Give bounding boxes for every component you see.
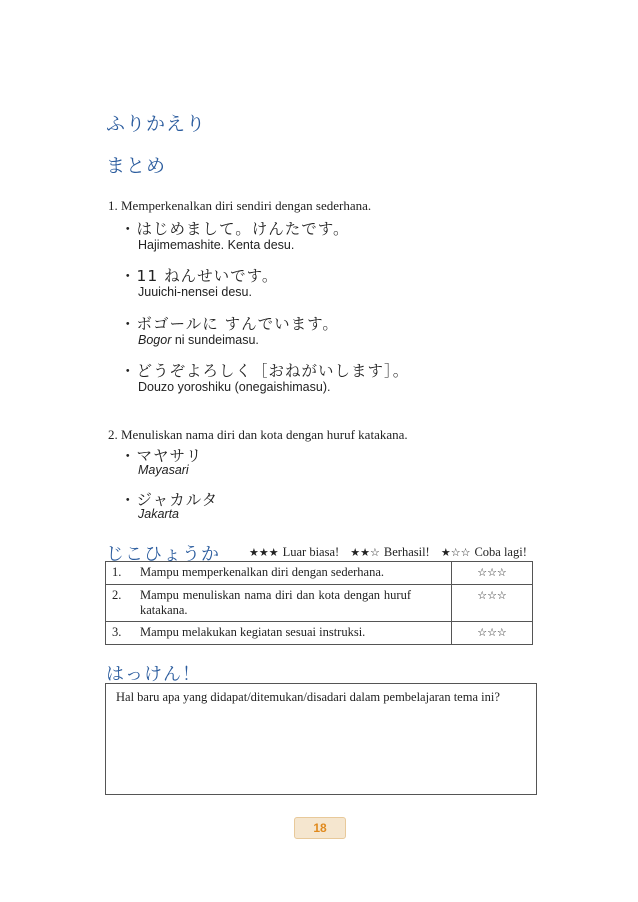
- section2-label: 2. Menuliskan nama diri dan kota dengan huruf katakana.: [108, 427, 408, 442]
- row-number: 3.: [106, 622, 139, 645]
- legend-item: [350, 545, 429, 559]
- page-number: 18: [294, 817, 346, 839]
- romaji-city: Bogor: [138, 333, 172, 347]
- row-statement: Mampu menuliskan nama diri dan kota dengan huruf katakana.: [138, 585, 452, 622]
- legend-text: Luar biasa!: [282, 545, 340, 559]
- legend-item: [441, 545, 527, 559]
- legend-item: [249, 545, 339, 559]
- legend-stars: ★☆☆: [440, 546, 471, 559]
- row-statement: Mampu melakukan kegiatan sesuai instruksi.: [138, 622, 452, 645]
- page-title: ふりかえり: [106, 113, 207, 135]
- list-item-jp: ・はじめまして。けんたです。: [120, 220, 350, 238]
- list-item-jp: ・どうぞよろしく［おねがいします］。: [120, 362, 410, 380]
- list-item-jp: ・ジャカルタ: [120, 491, 219, 509]
- legend-text: Berhasil!: [383, 545, 430, 559]
- table-row: [106, 585, 533, 622]
- legend-stars: ★★★: [249, 546, 279, 559]
- discovery-heading: はっけん！: [106, 664, 201, 685]
- list-item-romaji: Douzo yoroshiku (onegaishimasu).: [138, 380, 331, 394]
- row-number: 2.: [106, 585, 139, 622]
- rating-stars[interactable]: ☆☆☆: [452, 562, 533, 585]
- table-row: [106, 562, 533, 585]
- romaji-rest: ni sundeimasu.: [171, 333, 259, 347]
- list-item-romaji: Jakarta: [138, 507, 179, 521]
- list-item-jp: ・ボゴールに すんでいます。: [120, 315, 339, 333]
- table-row: [106, 622, 533, 645]
- rating-stars[interactable]: ☆☆☆: [452, 585, 533, 622]
- section1-label: 1. Memperkenalkan diri sendiri dengan sederhana.: [108, 198, 372, 213]
- rating-legend: [249, 545, 527, 560]
- list-item-romaji: Juuichi-nensei desu.: [138, 285, 252, 299]
- self-eval-heading: じこひょうか: [106, 544, 220, 565]
- legend-stars: ★★☆: [350, 546, 380, 559]
- list-item-jp: ・マヤサリ: [120, 447, 203, 465]
- list-item-jp: ・11 ねんせいです。: [120, 267, 279, 285]
- list-item-romaji: [138, 333, 259, 347]
- list-item-romaji: Mayasari: [138, 463, 189, 477]
- row-number: 1.: [106, 562, 139, 585]
- rating-stars[interactable]: ☆☆☆: [452, 622, 533, 645]
- self-eval-table: [105, 561, 533, 645]
- list-item-romaji: Hajimemashite. Kenta desu.: [138, 238, 295, 252]
- legend-text: Coba lagi!: [474, 545, 527, 559]
- row-statement: Mampu memperkenalkan diri dengan sederhana.: [138, 562, 452, 585]
- discovery-question: Hal baru apa yang didapat/ditemukan/disadari dalam pembelajaran tema ini?: [116, 690, 500, 704]
- discovery-answer-box[interactable]: [105, 683, 537, 795]
- summary-heading: まとめ: [106, 155, 167, 177]
